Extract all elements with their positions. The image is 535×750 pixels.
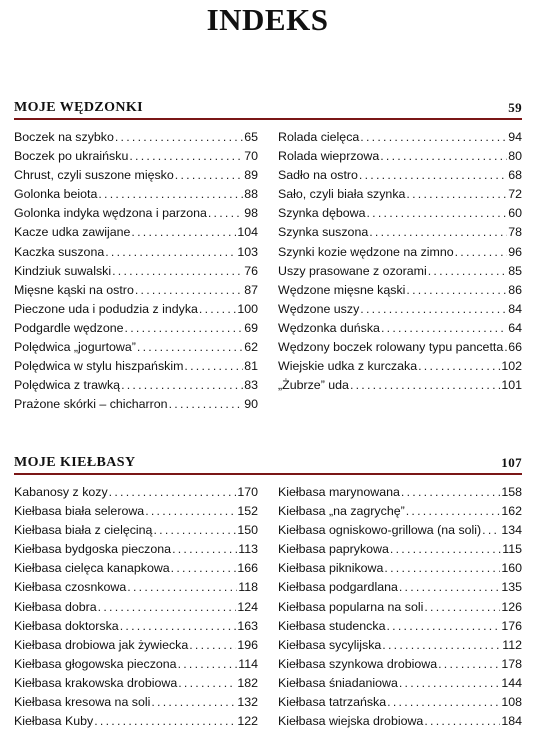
entry-title: Szynki kozie wędzone na zimno [278,244,454,259]
dot-leader [98,598,237,617]
entry-title: Kiełbasa popularna na soli [278,599,424,614]
dot-leader [381,319,507,338]
entry-page-number: 152 [237,504,258,519]
entry-title: Szynka dębowa [278,206,366,221]
dot-leader [94,712,236,731]
index-title: INDEKS [206,2,329,37]
entry-page-number: 144 [501,675,522,690]
entry-page-number: 72 [508,187,522,202]
section-heading-page: 59 [508,100,522,115]
entry-title: Rolada cielęca [278,130,360,144]
index-entry [14,319,258,338]
index-entry [278,693,522,712]
entry-title: Kiełbasa biała z cielęciną [14,523,153,538]
dot-leader [390,540,501,559]
entry-page-number: 94 [508,130,522,144]
entry-title: Wiejskie udka z kurczaka [278,359,418,374]
index-entry [278,674,522,693]
index-entry [278,243,522,262]
dot-leader [366,204,507,223]
entry-page-number: 80 [508,149,522,164]
index-entry [14,617,258,636]
entry-title: Kiełbasa „na zagrychę” [278,504,405,519]
dot-leader [184,357,243,376]
index-column-right [278,128,522,414]
entry-page-number: 160 [501,561,522,576]
entry-page-number: 98 [244,206,258,221]
entry-title: Kiełbasa bydgoska pieczona [14,542,172,557]
entry-page-number: 176 [501,618,522,633]
dot-leader [406,502,501,521]
dot-leader [384,559,500,578]
entry-title: Golonka beiota [14,187,98,202]
index-entry [278,223,522,242]
entry-title: Boczek na szybko [14,130,114,144]
entry-page-number: 103 [237,244,258,259]
dot-leader [105,243,236,262]
dot-leader [112,262,243,281]
dot-leader [121,376,243,395]
entry-page-number: 118 [238,580,258,595]
dot-leader [504,338,507,357]
index-entry [278,483,522,502]
dot-leader [360,300,507,319]
index-entry [14,223,258,242]
entry-title: Wędzone uszy [278,301,360,316]
entry-page-number: 114 [238,656,258,671]
entry-page-number: 87 [244,282,258,297]
entry-page-number: 68 [508,168,522,183]
entry-page-number: 166 [237,561,258,576]
entry-title: Wędzone mięsne kąski [278,282,406,297]
index-entry [14,338,258,357]
index-entry [278,147,522,166]
entry-page-number: 184 [501,714,522,729]
section-moje-kielbasy [14,452,522,731]
dot-leader [360,128,507,147]
dot-leader [145,502,236,521]
entry-page-number: 112 [502,637,522,652]
dot-leader [171,559,237,578]
entry-title: Kiełbasa podgardlana [278,580,398,595]
dot-leader [482,521,500,540]
dot-leader [135,281,243,300]
section-heading [14,452,522,475]
index-entry [14,204,258,223]
index-entry [14,262,258,281]
dot-leader [380,147,507,166]
entry-page-number: 124 [237,599,258,614]
index-entry [278,521,522,540]
dot-leader [137,338,243,357]
dot-leader [455,243,508,262]
entry-title: Prażone skórki – chicharron [14,397,168,412]
dot-leader [208,204,243,223]
entry-title: Kiełbasa śniadaniowa [278,675,398,690]
dot-leader [399,674,500,693]
index-entry [278,655,522,674]
index-entry [278,617,522,636]
dot-leader [386,617,500,636]
index-entry [14,128,258,147]
index-entry [278,204,522,223]
dot-leader [438,655,500,674]
entry-page-number: 86 [508,282,522,297]
entry-title: Kiełbasa piknikowa [278,561,384,576]
index-column-left [14,483,258,731]
dot-leader [98,185,243,204]
index-entry [14,243,258,262]
index-entry [278,559,522,578]
entry-page-number: 108 [501,695,522,710]
index-entry [14,540,258,559]
dot-leader [151,693,236,712]
entry-title: Polędwica w stylu hiszpańskim [14,359,184,374]
entry-page-number: 158 [501,485,522,499]
dot-leader [199,300,236,319]
dot-leader [369,223,507,242]
entry-title: Polędwica z trawką [14,378,121,393]
entry-title: Pieczone uda i podudzia z indyka [14,301,198,316]
entry-page-number: 100 [237,301,258,316]
entry-title: Kiełbasa szynkowa drobiowa [278,656,438,671]
dot-leader [406,185,507,204]
index-entry [278,262,522,281]
dot-leader [189,636,236,655]
entry-title: Szynka suszona [278,225,369,240]
entry-title: Kiełbasa drobiowa jak żywiecka [14,637,189,652]
index-entry [14,559,258,578]
index-entry [278,578,522,597]
entry-page-number: 132 [237,695,258,710]
entry-title: Kaczka suszona [14,244,105,259]
entry-title: Sadło na ostro [278,168,358,183]
index-entry [14,376,258,395]
entry-page-number: 83 [244,378,258,393]
entry-title: Kiełbasa ogniskowo-grillowa (na soli) [278,523,482,538]
dot-leader [169,395,244,414]
entry-title: Polędwica „jogurtowa” [14,340,136,355]
entry-page-number: 182 [237,675,258,690]
entry-page-number: 64 [508,320,522,335]
entry-title: Kabanosy z kozy [14,485,108,499]
index-entry [14,395,258,414]
index-entry [14,521,258,540]
entry-title: Golonka indyka wędzona i parzona [14,206,207,221]
index-entry [14,578,258,597]
entry-title: Kiełbasa dobra [14,599,97,614]
index-entry [278,712,522,731]
index-entry [14,636,258,655]
index-entry [278,540,522,559]
index-entry [14,712,258,731]
index-column-right [278,483,522,731]
dot-leader [178,655,238,674]
entry-title: „Żubrze” uda [278,378,349,393]
entry-title: Kiełbasa głogowska pieczona [14,656,177,671]
dot-leader [125,319,244,338]
entry-page-number: 62 [244,340,258,355]
entry-page-number: 178 [501,656,522,671]
entry-title: Kiełbasa biała selerowa [14,504,145,519]
dot-leader [178,674,236,693]
index-entry [14,357,258,376]
entry-title: Wędzonka duńska [278,320,380,335]
index-entry [278,338,522,357]
entry-title: Chrust, czyli suszone mięsko [14,168,174,183]
dot-leader [109,483,237,502]
entry-title: Kiełbasa czosnkowa [14,580,127,595]
entry-title: Kiełbasa sycylijska [278,637,382,652]
entry-page-number: 126 [501,599,522,614]
entry-title: Mięsne kąski na ostro [14,282,134,297]
index-entry [278,502,522,521]
entry-page-number: 70 [244,149,258,164]
dot-leader [359,166,507,185]
dot-leader [129,147,243,166]
index-entry [278,185,522,204]
entry-title: Wędzony boczek rolowany typu pancetta [278,340,504,355]
entry-title: Kindziuk suwalski [14,263,112,278]
entry-title: Kiełbasa paprykowa [278,542,389,557]
index-entry [278,376,522,395]
index-entry [14,674,258,693]
dot-leader [350,376,500,395]
section-heading-text: MOJE KIEŁBASY [14,455,136,470]
index-entry [14,598,258,617]
dot-leader [382,636,501,655]
entry-title: Kiełbasa kresowa na soli [14,695,151,710]
index-entry [14,147,258,166]
section-moje-wedzonki [14,97,522,414]
entry-page-number: 65 [244,130,258,144]
dot-leader [406,281,507,300]
entry-page-number: 76 [244,263,258,278]
entry-page-number: 163 [237,618,258,633]
index-entry [278,598,522,617]
entry-title: Kiełbasa krakowska drobiowa [14,675,178,690]
dot-leader [424,598,500,617]
dot-leader [424,712,500,731]
entry-page-number: 90 [244,397,258,412]
dot-leader [153,521,236,540]
entry-page-number: 135 [501,580,522,595]
dot-leader [399,578,500,597]
dot-leader [127,578,237,597]
index-entry [278,636,522,655]
index-entry [14,281,258,300]
index-entry [14,502,258,521]
entry-page-number: 122 [237,714,258,729]
entry-title: Kiełbasa studencka [278,618,386,633]
index-entry [278,319,522,338]
entry-page-number: 84 [508,301,522,316]
entry-page-number: 162 [501,504,522,519]
dot-leader [387,693,500,712]
entry-title: Rolada wieprzowa [278,149,380,164]
entry-title: Uszy prasowane z ozorami [278,263,427,278]
entry-page-number: 88 [244,187,258,202]
entry-title: Kiełbasa tatrzańska [278,695,387,710]
entry-title: Kiełbasa cielęca kanapkowa [14,561,170,576]
index-entry [14,166,258,185]
entry-title: Podgardle wędzone [14,320,124,335]
entry-page-number: 102 [501,359,522,374]
entry-page-number: 196 [237,637,258,652]
entry-page-number: 150 [237,523,258,538]
section-heading [14,97,522,120]
entry-title: Kiełbasa Kuby [14,714,94,729]
entry-page-number: 170 [237,485,258,499]
dot-leader [172,540,237,559]
entry-title: Kiełbasa marynowana [278,485,400,499]
entry-page-number: 96 [508,244,522,259]
entry-page-number: 113 [238,542,258,557]
entry-title: Kacze udka zawijane [14,225,131,240]
section-heading-page: 107 [501,455,522,470]
entry-title: Kiełbasa wiejska drobiowa [278,714,424,729]
index-entry [14,300,258,319]
dot-leader [401,483,500,502]
index-entry [14,655,258,674]
entry-page-number: 78 [508,225,522,240]
entry-page-number: 101 [501,378,522,393]
section-heading-text: MOJE WĘDZONKI [14,100,144,115]
entry-page-number: 85 [508,263,522,278]
entry-page-number: 104 [237,225,258,240]
entry-page-number: 69 [244,320,258,335]
index-entry [278,166,522,185]
entry-page-number: 81 [244,359,258,374]
dot-leader [131,223,236,242]
index-entry [14,185,258,204]
index-column-left [14,128,258,414]
index-entry [14,693,258,712]
index-entry [278,281,522,300]
dot-leader [115,128,243,147]
entry-page-number: 66 [508,340,522,355]
dot-leader [175,166,243,185]
entry-title: Boczek po ukraińsku [14,149,129,164]
entry-page-number: 60 [508,206,522,221]
entry-page-number: 134 [501,523,522,538]
entry-title: Kiełbasa doktorska [14,618,119,633]
dot-leader [120,617,237,636]
index-entry [278,128,522,147]
entry-page-number: 89 [244,168,258,183]
dot-leader [428,262,507,281]
entry-page-number: 115 [502,542,522,557]
dot-leader [418,357,500,376]
entry-title: Sało, czyli biała szynka [278,187,406,202]
index-entry [14,483,258,502]
index-entry [278,300,522,319]
index-entry [278,357,522,376]
